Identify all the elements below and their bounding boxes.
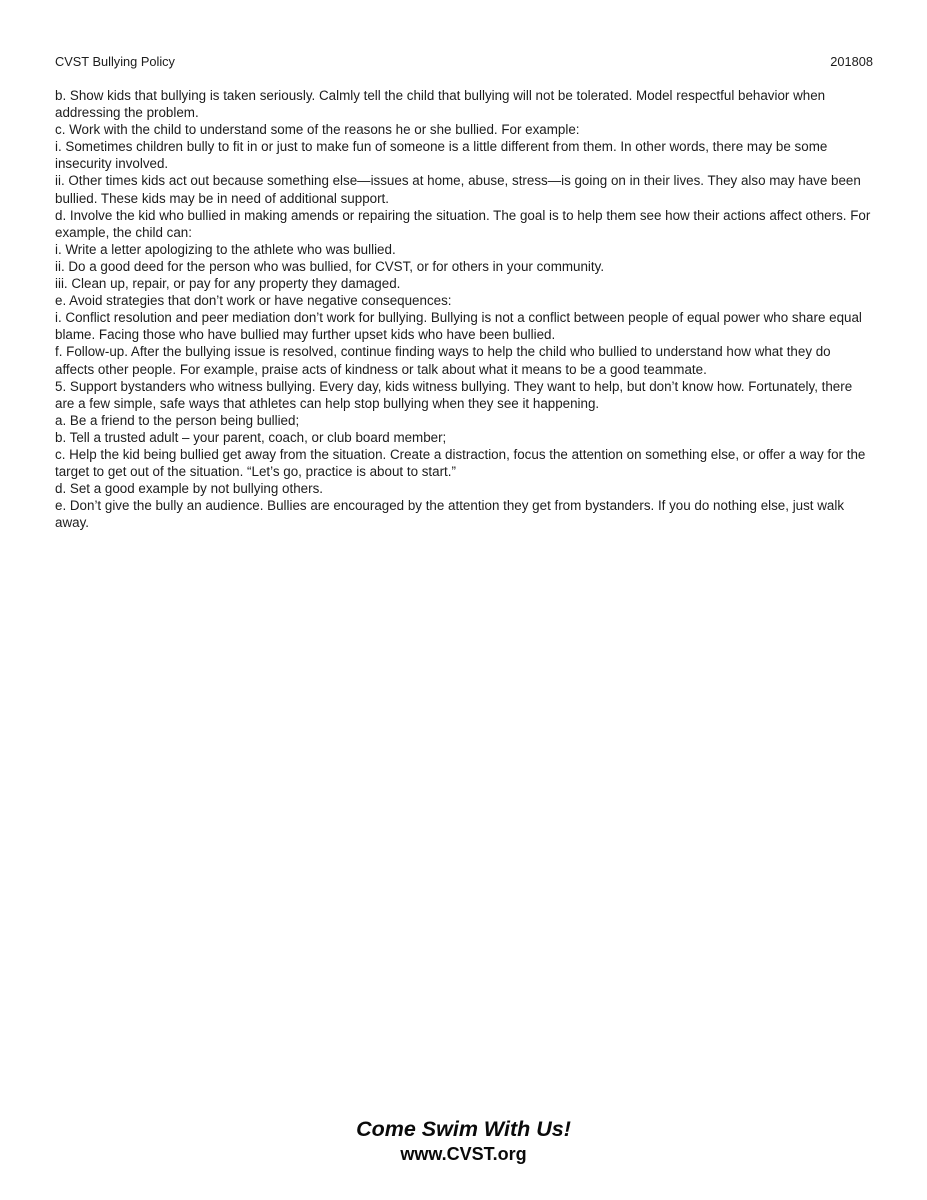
document-number: 201808 bbox=[830, 54, 873, 69]
paragraph: 5. Support bystanders who witness bullying. Every day, kids witness bullying. They want to help, but don’t know how. Fortunately, there are a few simple, safe ways that athletes can help stop bullying when they see it happening. bbox=[55, 378, 853, 411]
paragraph: e. Don’t give the bully an audience. Bullies are encouraged by the attention they get from bystanders. If you do nothing else, just walk away. bbox=[55, 498, 845, 531]
paragraph: ii. Other times kids act out because something else—issues at home, abuse, stress—is going on in their lives. They also may have been bullied. These kids may be in need of additional support. bbox=[55, 173, 861, 206]
paragraph: i. Conflict resolution and peer mediation don’t work for bullying. Bullying is not a conflict between people of equal power who share equal blame. Facing those who have bullied may further upset kids who have been bullied. bbox=[55, 310, 862, 343]
paragraph: d. Involve the kid who bullied in making amends or repairing the situation. The goal is to help them see how their actions affect others. For example, the child can: bbox=[55, 207, 871, 240]
footer-tagline: Come Swim With Us! bbox=[356, 1117, 571, 1141]
paragraph: e. Avoid strategies that don’t work or have negative consequences: bbox=[55, 293, 452, 309]
paragraph: d. Set a good example by not bullying others. bbox=[55, 481, 323, 497]
paragraph: c. Work with the child to understand some of the reasons he or she bullied. For example: bbox=[55, 122, 580, 138]
footer-website: www.CVST.org bbox=[400, 1144, 527, 1164]
paragraph: a. Be a friend to the person being bullied; bbox=[55, 412, 300, 428]
paragraph: iii. Clean up, repair, or pay for any property they damaged. bbox=[55, 276, 401, 292]
document-title: CVST Bullying Policy bbox=[55, 54, 175, 69]
document-body bbox=[55, 87, 873, 531]
paragraph: f. Follow-up. After the bullying issue is resolved, continue finding ways to help the child who bullied to understand how what they do affects other people. For example, praise acts of kindness or talk about what it means to be a good teammate. bbox=[55, 344, 831, 377]
paragraph: b. Show kids that bullying is taken seriously. Calmly tell the child that bullying will not be tolerated. Model respectful behavior when addressing the problem. bbox=[55, 88, 826, 121]
paragraph: ii. Do a good deed for the person who was bullied, for CVST, or for others in your community. bbox=[55, 258, 605, 274]
page-footer bbox=[0, 1116, 927, 1166]
paragraph: c. Help the kid being bullied get away from the situation. Create a distraction, focus the attention on something else, or offer a way for the target to get out of the situation. “Let’s go, practice is about to start.” bbox=[55, 446, 866, 480]
paragraph: i. Write a letter apologizing to the athlete who was bullied. bbox=[55, 241, 396, 257]
paragraph: b. Tell a trusted adult – your parent, coach, or club board member; bbox=[55, 429, 447, 445]
paragraph: i. Sometimes children bully to fit in or just to make fun of someone is a little different from them. In other words, there may be some insecurity involved. bbox=[55, 139, 828, 172]
page-header bbox=[55, 55, 873, 69]
